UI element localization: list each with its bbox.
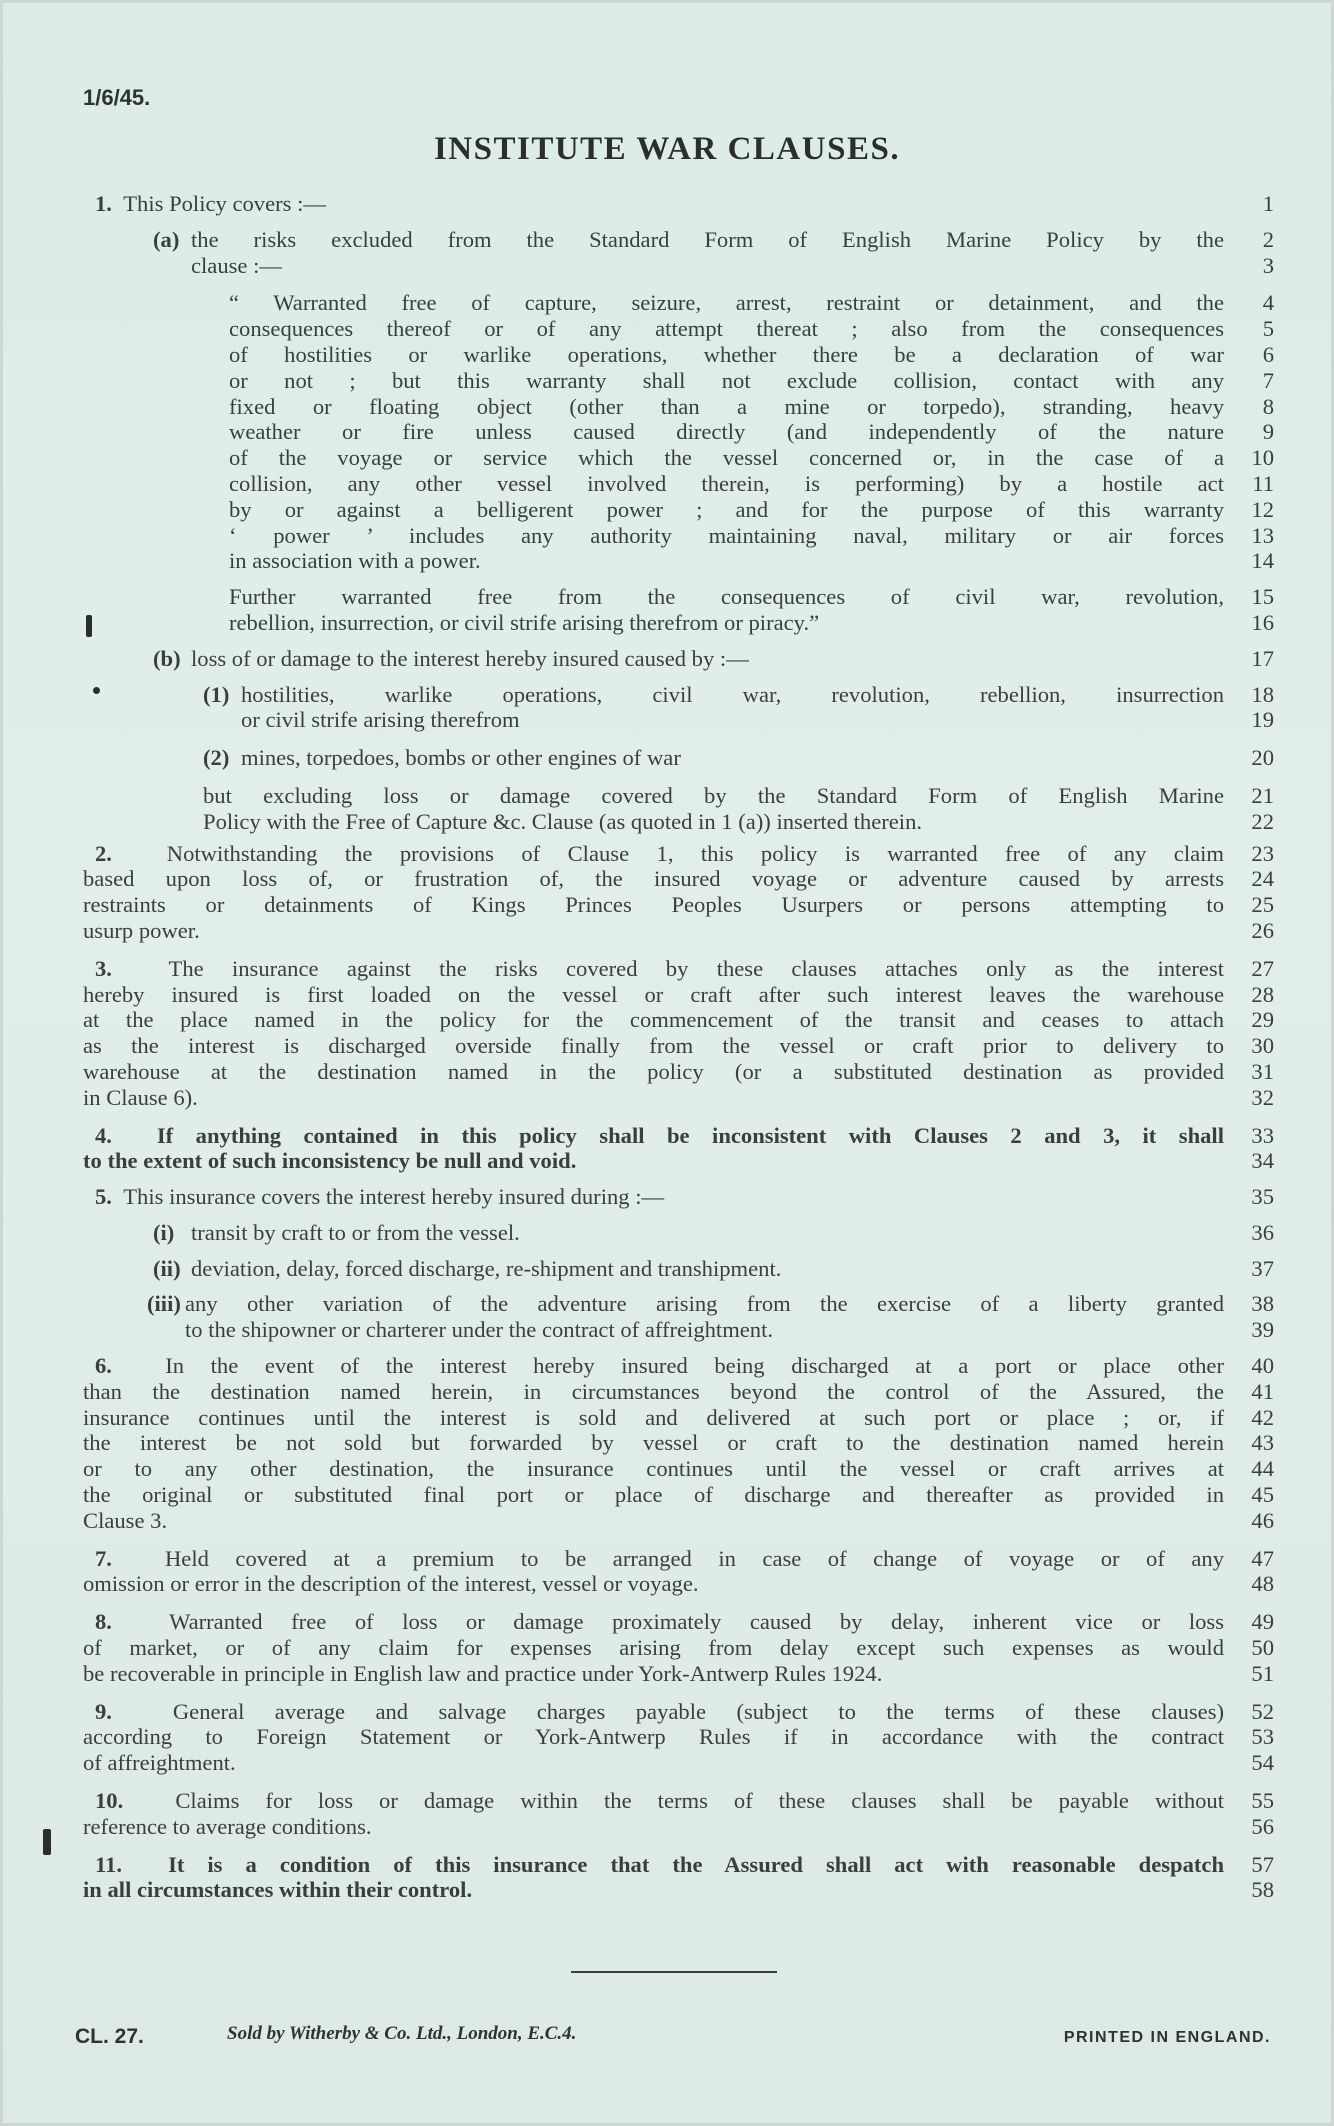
clause-c5iii bbox=[83, 1291, 1274, 1343]
line-numbers bbox=[1224, 1788, 1274, 1840]
clause-number: 6. bbox=[95, 1353, 112, 1379]
text-line: the original or substituted final port or place of discharge and thereafter as provided in bbox=[83, 1482, 1224, 1508]
text-line: the interest be not sold but forwarded by vessel or craft to the destination named herein bbox=[83, 1430, 1224, 1456]
line-number: 46 bbox=[1251, 1507, 1274, 1533]
line-number: 16 bbox=[1251, 609, 1274, 635]
clause-text bbox=[83, 1184, 1224, 1210]
clause-line: In the event of the interest hereby insured being discharged at a port or place other bbox=[165, 1353, 1224, 1379]
text-line bbox=[83, 1609, 1224, 1635]
line-numbers bbox=[1224, 191, 1274, 217]
line-number: 21 bbox=[1251, 782, 1274, 808]
line-number: 55 bbox=[1251, 1788, 1274, 1814]
text-line: Clause 3. bbox=[83, 1507, 168, 1533]
text-line: of the voyage or service which the vessel concerned or, in the case of a bbox=[229, 445, 1224, 471]
text-line: in association with a power. bbox=[229, 548, 481, 574]
line-number: 1 bbox=[1262, 191, 1274, 216]
text-line: weather or fire unless caused directly (and independently of the nature bbox=[229, 419, 1224, 445]
line-numbers bbox=[1224, 841, 1274, 944]
clause-c6 bbox=[83, 1353, 1274, 1534]
line-numbers bbox=[1224, 1546, 1274, 1598]
clause-text bbox=[83, 1291, 1224, 1343]
text-line: consequences thereof or of any attempt thereat ; also from the consequences bbox=[229, 316, 1224, 342]
line-number: 39 bbox=[1251, 1317, 1274, 1343]
text-line: transit by craft to or from the vessel. bbox=[191, 1219, 520, 1245]
line-numbers bbox=[1224, 745, 1274, 771]
text-line: hereby insured is first loaded on the vessel or craft after such interest leaves the warehouse bbox=[83, 981, 1224, 1007]
clause-text bbox=[83, 290, 1224, 574]
clause-c4 bbox=[83, 1123, 1274, 1175]
line-numbers bbox=[1224, 1184, 1274, 1210]
line-number: 25 bbox=[1251, 892, 1274, 918]
line-number: 36 bbox=[1251, 1219, 1274, 1245]
text-line bbox=[83, 1353, 1224, 1379]
line-number: 47 bbox=[1251, 1545, 1274, 1571]
clause-text bbox=[83, 646, 1224, 672]
clause-line: It is a condition of this insurance that the Assured shall act with reasonable despatch bbox=[168, 1851, 1225, 1877]
clause-line: This insurance covers the interest hereby insured during :— bbox=[123, 1184, 665, 1210]
clause-c5i bbox=[83, 1220, 1274, 1246]
clause-number: 4. bbox=[95, 1122, 112, 1148]
line-numbers bbox=[1224, 1123, 1274, 1175]
line-number: 45 bbox=[1251, 1482, 1274, 1508]
clause-text bbox=[83, 783, 1224, 835]
clause-c9 bbox=[83, 1699, 1274, 1776]
clause-number: (iii) bbox=[147, 1291, 181, 1317]
text-line: usurp power. bbox=[83, 917, 200, 943]
text-line: deviation, delay, forced discharge, re-shipment and transhipment. bbox=[191, 1255, 782, 1281]
printed-note: PRINTED IN ENGLAND. bbox=[1063, 2029, 1271, 2046]
clause-text bbox=[83, 682, 1224, 734]
text-line: of market, or of any claim for expenses arising from delay except such expenses as would bbox=[83, 1635, 1224, 1661]
clause-c1q1 bbox=[83, 290, 1274, 574]
clause-text bbox=[83, 841, 1224, 944]
line-number: 29 bbox=[1251, 1007, 1274, 1033]
line-number: 2 bbox=[1262, 226, 1274, 252]
clause-line: Held covered at a premium to be arranged in case of change of voyage or of any bbox=[164, 1545, 1224, 1571]
clause-c1b bbox=[83, 646, 1274, 672]
text-line: reference to average conditions. bbox=[83, 1813, 372, 1839]
line-number: 14 bbox=[1251, 548, 1274, 574]
text-line bbox=[83, 1123, 1224, 1149]
closing-rule bbox=[571, 1971, 777, 1973]
line-number: 51 bbox=[1251, 1660, 1274, 1686]
clauses-body bbox=[83, 191, 1274, 1903]
clause-number: 9. bbox=[95, 1698, 112, 1724]
clause-text bbox=[83, 1123, 1224, 1175]
text-line: or civil strife arising therefrom bbox=[241, 707, 520, 733]
text-line: of hostilities or warlike operations, whether there be a declaration of war bbox=[229, 341, 1224, 367]
line-numbers bbox=[1224, 227, 1274, 279]
clause-number: 3. bbox=[95, 955, 112, 981]
clause-text bbox=[83, 227, 1224, 279]
text-line bbox=[83, 841, 1224, 867]
text-line: clause :— bbox=[191, 252, 282, 278]
clause-text bbox=[83, 1852, 1224, 1904]
clause-number: 1. bbox=[95, 191, 112, 216]
clause-c5ii bbox=[83, 1256, 1274, 1282]
line-number: 9 bbox=[1262, 419, 1274, 445]
clause-text bbox=[83, 1220, 1224, 1246]
clause-text bbox=[83, 1699, 1224, 1776]
clause-number: (i) bbox=[153, 1219, 175, 1245]
clause-number: 7. bbox=[95, 1545, 112, 1571]
document-reference: 1/6/45. bbox=[83, 85, 151, 110]
line-numbers bbox=[1224, 1353, 1274, 1534]
text-line: in all circumstances within their control. bbox=[83, 1877, 473, 1903]
line-number: 56 bbox=[1251, 1813, 1274, 1839]
text-line: or to any other destination, the insurance continues until the vessel or craft arrives at bbox=[83, 1456, 1224, 1482]
clause-c7 bbox=[83, 1546, 1274, 1598]
clause-c10 bbox=[83, 1788, 1274, 1840]
text-line: loss of or damage to the interest hereby insured caused by :— bbox=[191, 645, 749, 671]
text-line: based upon loss of, or frustration of, the insured voyage or adventure caused by arrests bbox=[83, 866, 1224, 892]
line-number: 57 bbox=[1251, 1851, 1274, 1877]
line-number: 24 bbox=[1251, 866, 1274, 892]
clause-c1bx bbox=[83, 783, 1274, 835]
line-number: 3 bbox=[1262, 252, 1274, 278]
text-line bbox=[83, 1852, 1224, 1878]
clause-text bbox=[83, 1256, 1224, 1282]
line-numbers bbox=[1224, 1220, 1274, 1246]
ink-mark bbox=[86, 615, 92, 637]
line-number: 35 bbox=[1251, 1184, 1274, 1210]
line-number: 17 bbox=[1251, 645, 1274, 671]
text-line: “ Warranted free of capture, seizure, arrest, restraint or detainment, and the bbox=[229, 290, 1224, 316]
clause-number: (ii) bbox=[153, 1255, 181, 1281]
text-line: Policy with the Free of Capture &c. Clause (as quoted in 1 (a)) inserted therein. bbox=[203, 808, 923, 834]
clause-c1b1 bbox=[83, 682, 1274, 734]
line-number: 30 bbox=[1251, 1033, 1274, 1059]
ink-mark bbox=[93, 687, 100, 694]
text-line: in Clause 6). bbox=[83, 1084, 198, 1110]
clause-c5 bbox=[83, 1184, 1274, 1210]
clause-c3 bbox=[83, 956, 1274, 1111]
text-line: by or against a belligerent power ; and for the purpose of this warranty bbox=[229, 496, 1224, 522]
line-number: 4 bbox=[1262, 290, 1274, 316]
line-number: 20 bbox=[1251, 745, 1274, 771]
clause-c1 bbox=[83, 191, 1274, 217]
line-number: 49 bbox=[1251, 1609, 1274, 1635]
text-line: the risks excluded from the Standard Form of English Marine Policy by the bbox=[191, 226, 1224, 252]
line-numbers bbox=[1224, 1256, 1274, 1282]
clause-line: Claims for loss or damage within the terms of these clauses shall be payable without bbox=[175, 1788, 1224, 1814]
line-number: 32 bbox=[1251, 1084, 1274, 1110]
clause-line: This Policy covers :— bbox=[123, 191, 326, 216]
line-number: 34 bbox=[1251, 1148, 1274, 1174]
text-line bbox=[83, 191, 1224, 217]
clause-text bbox=[83, 191, 1224, 217]
line-number: 8 bbox=[1262, 393, 1274, 419]
line-number: 15 bbox=[1251, 584, 1274, 610]
text-line: or not ; but this warranty shall not exclude collision, contact with any bbox=[229, 367, 1224, 393]
line-numbers bbox=[1224, 783, 1274, 835]
line-number: 23 bbox=[1251, 840, 1274, 866]
line-number: 27 bbox=[1251, 955, 1274, 981]
line-number: 11 bbox=[1252, 470, 1274, 496]
text-line: as the interest is discharged overside finally from the vessel or craft prior to delivery to bbox=[83, 1033, 1224, 1059]
line-number: 18 bbox=[1251, 681, 1274, 707]
line-numbers bbox=[1224, 682, 1274, 734]
form-number: CL. 27. bbox=[75, 2025, 144, 2048]
clause-c8 bbox=[83, 1609, 1274, 1686]
line-number: 50 bbox=[1251, 1635, 1274, 1661]
clause-c2 bbox=[83, 841, 1274, 944]
line-numbers bbox=[1224, 584, 1274, 636]
text-line: at the place named in the policy for the commencement of the transit and ceases to attach bbox=[83, 1007, 1224, 1033]
line-numbers bbox=[1224, 1609, 1274, 1686]
clause-c1q2 bbox=[83, 584, 1274, 636]
text-line: be recoverable in principle in English law and practice under York-Antwerp Rules 1924. bbox=[83, 1660, 883, 1686]
text-line: insurance continues until the interest is sold and delivered at such port or place ; or, if bbox=[83, 1404, 1224, 1430]
line-number: 37 bbox=[1251, 1255, 1274, 1281]
line-number: 42 bbox=[1251, 1404, 1274, 1430]
text-line: collision, any other vessel involved therein, is performing) by a hostile act bbox=[229, 470, 1224, 496]
text-line bbox=[83, 1788, 1224, 1814]
line-number: 22 bbox=[1251, 808, 1274, 834]
line-numbers bbox=[1224, 290, 1274, 574]
line-number: 33 bbox=[1251, 1122, 1274, 1148]
text-line: hostilities, warlike operations, civil war, revolution, rebellion, insurrection bbox=[241, 681, 1224, 707]
line-number: 53 bbox=[1251, 1724, 1274, 1750]
clause-line: If anything contained in this policy shall be inconsistent with Clauses 2 and 3, it shall bbox=[156, 1122, 1224, 1148]
line-number: 19 bbox=[1251, 707, 1274, 733]
line-numbers bbox=[1224, 956, 1274, 1111]
text-line: but excluding loss or damage covered by the Standard Form of English Marine bbox=[203, 782, 1224, 808]
line-number: 28 bbox=[1251, 981, 1274, 1007]
text-line: restraints or detainments of Kings Princes Peoples Usurpers or persons attempting to bbox=[83, 892, 1224, 918]
line-number: 54 bbox=[1251, 1750, 1274, 1776]
clause-text bbox=[83, 745, 1224, 771]
text-line: Further warranted free from the consequences of civil war, revolution, bbox=[229, 584, 1224, 610]
line-number: 41 bbox=[1251, 1378, 1274, 1404]
text-line: mines, torpedoes, bombs or other engines of war bbox=[241, 745, 681, 771]
text-line: than the destination named herein, in circumstances beyond the control of the Assured, the bbox=[83, 1378, 1224, 1404]
text-line: any other variation of the adventure arising from the exercise of a liberty granted bbox=[185, 1291, 1224, 1317]
line-number: 48 bbox=[1251, 1571, 1274, 1597]
clause-number: 10. bbox=[95, 1788, 124, 1814]
clause-number: (b) bbox=[153, 645, 181, 671]
clause-number: 11. bbox=[95, 1851, 122, 1877]
text-line: omission or error in the description of the interest, vessel or voyage. bbox=[83, 1571, 699, 1597]
clause-text bbox=[83, 1788, 1224, 1840]
line-number: 5 bbox=[1262, 316, 1274, 342]
text-line: to the extent of such inconsistency be null and void. bbox=[83, 1148, 577, 1174]
line-number: 44 bbox=[1251, 1456, 1274, 1482]
text-line: warehouse at the destination named in the policy (or a substituted destination as provided bbox=[83, 1058, 1224, 1084]
clause-number: 8. bbox=[95, 1609, 112, 1635]
clause-c1b2 bbox=[83, 745, 1274, 771]
text-line: according to Foreign Statement or York-Antwerp Rules if in accordance with the contract bbox=[83, 1724, 1224, 1750]
clause-line: The insurance against the risks covered by these clauses attaches only as the interest bbox=[168, 955, 1224, 981]
line-numbers bbox=[1224, 1291, 1274, 1343]
text-line bbox=[83, 1699, 1224, 1725]
text-line bbox=[83, 1184, 1224, 1210]
clause-text bbox=[83, 1609, 1224, 1686]
clause-line: General average and salvage charges payable (subject to the terms of these clauses) bbox=[172, 1698, 1225, 1724]
ink-mark bbox=[43, 1829, 51, 1855]
clause-text bbox=[83, 1546, 1224, 1598]
clause-number: (1) bbox=[203, 681, 230, 707]
clause-text bbox=[83, 1353, 1224, 1534]
clause-text bbox=[83, 956, 1224, 1111]
clause-number: (a) bbox=[153, 226, 180, 252]
line-numbers bbox=[1224, 1852, 1274, 1904]
line-number: 40 bbox=[1251, 1353, 1274, 1379]
clause-text bbox=[83, 584, 1224, 636]
text-line bbox=[83, 1546, 1224, 1572]
text-line: rebellion, insurrection, or civil strife arising therefrom or piracy.” bbox=[229, 609, 820, 635]
clause-line: Warranted free of loss or damage proximately caused by delay, inherent vice or loss bbox=[169, 1609, 1225, 1635]
text-line: to the shipowner or charterer under the contract of affreightment. bbox=[185, 1317, 774, 1343]
clause-number: 5. bbox=[95, 1184, 112, 1210]
line-number: 26 bbox=[1251, 917, 1274, 943]
line-number: 10 bbox=[1251, 445, 1274, 471]
clause-line: Notwithstanding the provisions of Clause 1, this policy is warranted free of any claim bbox=[166, 840, 1224, 866]
clause-number: (2) bbox=[203, 745, 230, 771]
line-number: 43 bbox=[1251, 1430, 1274, 1456]
text-line: of affreightment. bbox=[83, 1750, 236, 1776]
line-number: 31 bbox=[1251, 1058, 1274, 1084]
document-title: INSTITUTE WAR CLAUSES. bbox=[433, 131, 901, 167]
text-line bbox=[83, 956, 1224, 982]
publisher-note: Sold by Witherby & Co. Ltd., London, E.C.4. bbox=[227, 2023, 577, 2044]
line-number: 38 bbox=[1251, 1291, 1274, 1317]
line-number: 7 bbox=[1262, 367, 1274, 393]
line-number: 58 bbox=[1251, 1877, 1274, 1903]
line-numbers bbox=[1224, 646, 1274, 672]
line-number: 12 bbox=[1251, 496, 1274, 522]
text-line: fixed or floating object (other than a mine or torpedo), stranding, heavy bbox=[229, 393, 1224, 419]
clause-c1a bbox=[83, 227, 1274, 279]
line-number: 52 bbox=[1251, 1698, 1274, 1724]
line-numbers bbox=[1224, 1699, 1274, 1776]
line-number: 6 bbox=[1262, 341, 1274, 367]
line-number: 13 bbox=[1251, 522, 1274, 548]
clause-c11 bbox=[83, 1852, 1274, 1904]
text-line: ‘ power ’ includes any authority maintaining naval, military or air forces bbox=[229, 522, 1224, 548]
clause-number: 2. bbox=[95, 840, 112, 866]
